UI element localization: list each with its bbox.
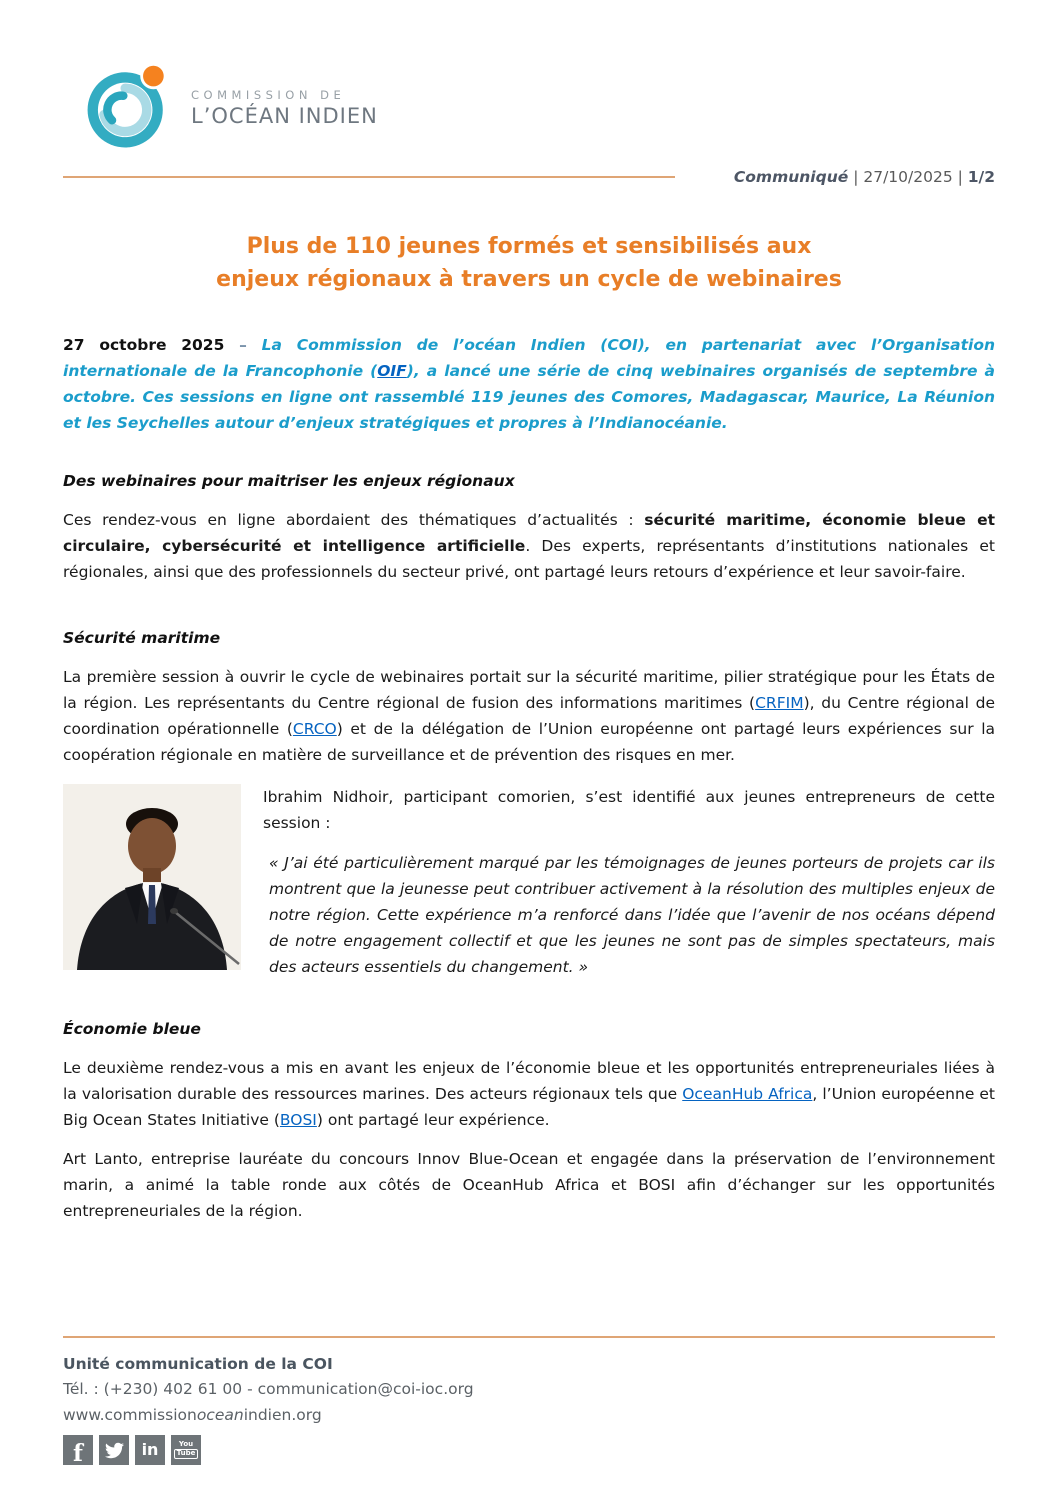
doc-meta (734, 164, 995, 190)
testimonial-text (263, 784, 995, 980)
text-segment: Ces rendez-vous en ligne abordaient des thématiques d’actualités : (63, 511, 645, 529)
youtube-icon[interactable]: You Tube (171, 1435, 201, 1465)
page-title-line2: enjeux régionaux à travers un cycle de webinaires (216, 267, 842, 292)
text-segment: ) et de la délégation de l’Union européenne ont partagé leurs expériences sur la coopération régionale en matière de surveillance et de prévention des risques en mer. (63, 720, 995, 764)
text-segment: sécurité maritime, économie bleue et circulaire, cybersécurité et intelligence artificielle (63, 511, 996, 555)
paragraph-economie-bleue-1 (63, 1055, 995, 1133)
footer-website (63, 1402, 995, 1428)
page-title (63, 230, 995, 296)
text-segment: ) ont partagé leur expérience. (316, 1111, 550, 1129)
paragraph-webinaires (63, 507, 995, 585)
section-heading-securite-maritime: Sécurité maritime (63, 629, 221, 647)
twitter-icon[interactable] (99, 1435, 129, 1465)
facebook-icon[interactable]: f (63, 1435, 93, 1465)
photo-ibrahim-nidhoir (63, 784, 241, 970)
intro-paragraph (63, 332, 995, 436)
header-meta-row (63, 164, 995, 190)
text-segment: – (224, 336, 262, 354)
logo-orange-dot (143, 66, 164, 87)
twitter-bird-glyph (105, 1441, 124, 1460)
text-segment: 27 octobre 2025 (63, 336, 225, 354)
text-segment: Communiqué (733, 168, 849, 186)
logo-line2: L’OCÉAN INDIEN (191, 104, 378, 128)
testimonial-quote (269, 850, 995, 980)
text-segment: La Commission de l’océan Indien (COI), en partenariat avec l’Organisation internationale de la Francophonie ( (63, 336, 996, 380)
text-segment: « J’ai été particulièrement marqué par les témoignages de jeunes porteurs de projets car ils montrent que la jeunesse peut contribuer activement à la résolution des multiples enjeux de notre région. Cette expérience m’a renforcé dans l’idée que l’avenir de nos océans dépend de notre engagement collectif et que les jeunes ne sont pas de simples spectateurs, mais des acteurs essentiels du changement. » (269, 854, 995, 976)
text-segment: www.commission (63, 1406, 197, 1424)
logo-wordmark (191, 87, 378, 129)
text-segment: Art Lanto, entreprise lauréate du concours Innov Blue-Ocean et engagée dans la préservation de l’environnement marin, a animé la table ronde aux côtés de OceanHub Africa et BOSI afin d’échanger sur les opportunités entrepreneuriales de la région. (63, 1150, 995, 1220)
text-segment: Ibrahim Nidhoir, participant comorien, s’est identifié aux jeunes entrepreneurs de cette session : (263, 788, 995, 832)
text-segment: ocean (196, 1406, 244, 1424)
footer-phone-email: Tél. : (+230) 402 61 00 - communication@coi-ioc.org (63, 1380, 474, 1398)
text-segment: | (848, 168, 864, 186)
social-links (63, 1435, 995, 1465)
text-segment: 1/2 (967, 168, 995, 186)
link-crfim[interactable]: CRFIM (755, 694, 804, 712)
coi-logo (81, 62, 995, 154)
linkedin-icon[interactable]: in (135, 1435, 165, 1465)
footer-rule (63, 1336, 995, 1338)
header-rule (63, 176, 675, 178)
text-segment: . Des experts, représentants d’institutions nationales et régionales, ainsi que des professionnels du secteur privé, ont partagé leurs retours d’expérience et leur savoir-faire. (63, 537, 995, 581)
text-segment: ), du Centre régional de coordination opérationnelle ( (63, 694, 996, 738)
text-segment: indien.org (243, 1406, 322, 1424)
link-crco[interactable]: CRCO (292, 720, 337, 738)
testimonial-block (63, 784, 995, 980)
section-heading-webinaires: Des webinaires pour maitriser les enjeux régionaux (63, 472, 515, 490)
paragraph-economie-bleue-2 (63, 1146, 995, 1224)
coi-logo-mark (81, 61, 175, 155)
text-segment: | (952, 168, 968, 186)
link-oceanhub-africa[interactable]: OceanHub Africa (682, 1085, 813, 1103)
logo-line1: COMMISSION DE (191, 88, 346, 102)
text-segment: Le deuxième rendez-vous a mis en avant les enjeux de l’économie bleue et les opportunités entrepreneuriales liées à la valorisation durable des ressources marines. Des acteurs régionaux tels que (63, 1059, 995, 1103)
text-segment: 27/10/2025 (863, 168, 953, 186)
footer-unit: Unité communication de la COI (63, 1355, 333, 1373)
page-title-line1: Plus de 110 jeunes formés et sensibilisés aux (246, 234, 812, 259)
link-bosi[interactable]: BOSI (279, 1111, 317, 1129)
text-segment: ), a lancé une série de cinq webinaires organisés de septembre à octobre. Ces sessions en ligne ont rassemblé 119 jeunes des Comores, Madagascar, Maurice, La Réunion et les Seychelles autour d’enjeux stratégiques et propres à l’Indianocéanie. (63, 362, 996, 432)
link-oif[interactable]: OIF (377, 362, 407, 380)
text-segment: La première session à ouvrir le cycle de webinaires portait sur la sécurité maritime, pilier stratégique pour les États de la région. Les représentants du Centre régional de fusion des informations maritimes ( (63, 668, 995, 712)
section-heading-economie-bleue: Économie bleue (63, 1020, 201, 1038)
footer (63, 1336, 995, 1465)
paragraph-securite-maritime (63, 664, 995, 768)
testimonial-intro (263, 784, 995, 836)
text-segment: , l’Union européenne et Big Ocean States Initiative ( (63, 1085, 995, 1129)
